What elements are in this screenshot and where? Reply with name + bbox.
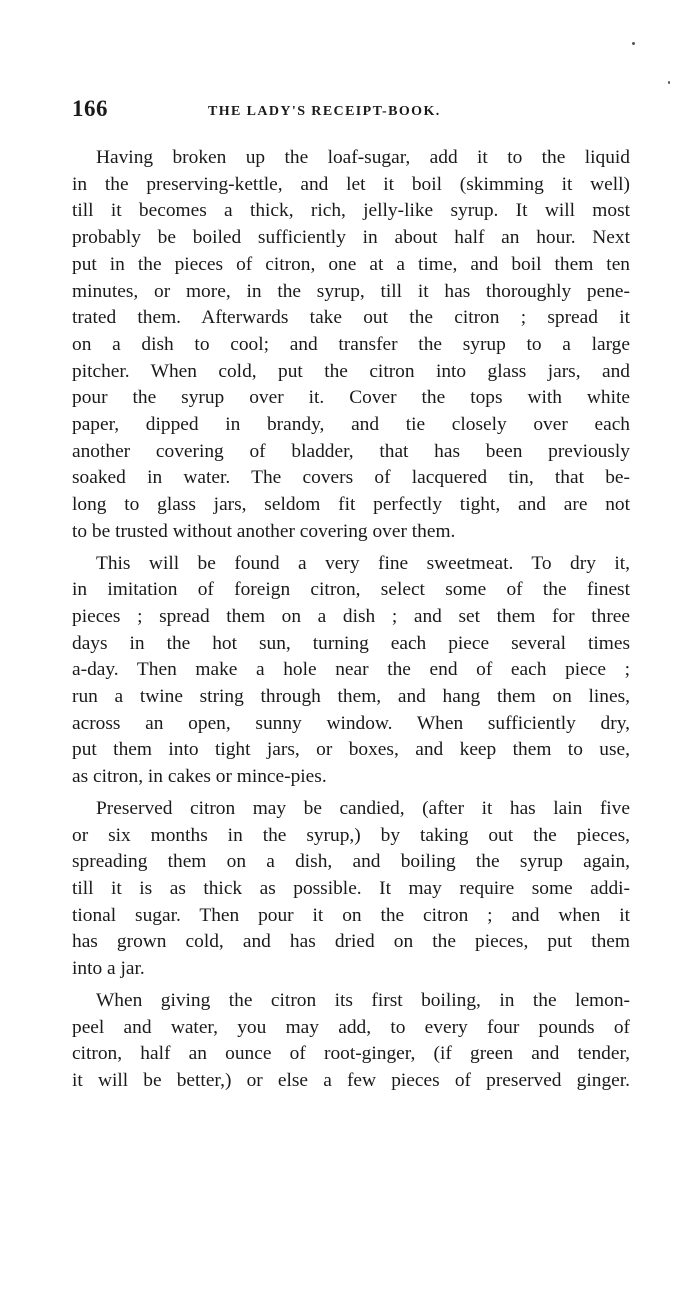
text-line: put in the pieces of citron, one at a time, and boil them ten [72, 253, 630, 275]
text-line: soaked in water. The covers of lacquered tin, that be- [72, 467, 630, 489]
text-line: put them into tight jars, or boxes, and keep them to use, [72, 739, 630, 761]
text-line: This will be found a very fine sweetmeat. To dry it, [96, 552, 630, 574]
text-line: or six months in the syrup,) by taking out the pieces, [72, 824, 630, 846]
ink-speck [632, 42, 635, 45]
body-text [72, 145, 630, 1100]
paragraph [72, 145, 630, 546]
text-line: into a jar. [72, 958, 145, 980]
text-line: pour the syrup over it. Cover the tops with white [72, 387, 630, 409]
text-line: in the preserving-kettle, and let it boil (skimming it well) [72, 173, 630, 195]
text-line: across an open, sunny window. When sufficiently dry, [72, 712, 630, 734]
text-line: on a dish to cool; and transfer the syrup to a large [72, 333, 630, 355]
text-line: trated them. Afterwards take out the citron ; spread it [72, 307, 630, 329]
text-line: citron, half an ounce of root-ginger, (if green and tender, [72, 1043, 630, 1065]
text-line: run a twine string through them, and hang them on lines, [72, 686, 630, 708]
text-line: When giving the citron its first boiling, in the lemon- [96, 989, 630, 1011]
text-line: a-day. Then make a hole near the end of each piece ; [72, 659, 630, 681]
text-line: pieces ; spread them on a dish ; and set them for three [72, 605, 630, 627]
text-line: probably be boiled sufficiently in about half an hour. Next [72, 227, 630, 249]
running-head: THE LADY'S RECEIPT-BOOK. [208, 104, 441, 119]
text-line: it will be better,) or else a few pieces of preserved ginger. [72, 1069, 630, 1091]
text-line: in imitation of foreign citron, select some of the finest [72, 579, 630, 601]
text-line: days in the hot sun, turning each piece several times [72, 632, 630, 654]
text-line: another covering of bladder, that has been previously [72, 440, 630, 462]
text-line: tional sugar. Then pour it on the citron ; and when it [72, 904, 630, 926]
ink-speck [668, 81, 670, 84]
text-line: Preserved citron may be candied, (after it has lain five [96, 797, 630, 819]
text-line: to be trusted without another covering over them. [72, 520, 456, 542]
text-line: has grown cold, and has dried on the pieces, put them [72, 931, 630, 953]
text-line: spreading them on a dish, and boiling the syrup again, [72, 851, 630, 873]
text-line: till it becomes a thick, rich, jelly-like syrup. It will most [72, 200, 630, 222]
page-number: 166 [72, 96, 108, 121]
paragraph [72, 988, 630, 1095]
page-header [72, 96, 632, 128]
text-line: long to glass jars, seldom fit perfectly tight, and are not [72, 494, 630, 516]
text-line: Having broken up the loaf-sugar, add it to the liquid [96, 147, 630, 168]
text-line: as citron, in cakes or mince-pies. [72, 766, 327, 788]
text-line: pitcher. When cold, put the citron into glass jars, and [72, 360, 630, 382]
text-line: paper, dipped in brandy, and tie closely over each [72, 414, 630, 436]
text-line: till it is as thick as possible. It may require some addi- [72, 877, 630, 899]
paragraph [72, 796, 630, 983]
text-line: minutes, or more, in the syrup, till it has thoroughly pene- [72, 280, 630, 302]
text-line: peel and water, you may add, to every four pounds of [72, 1016, 630, 1038]
paragraph [72, 551, 630, 791]
